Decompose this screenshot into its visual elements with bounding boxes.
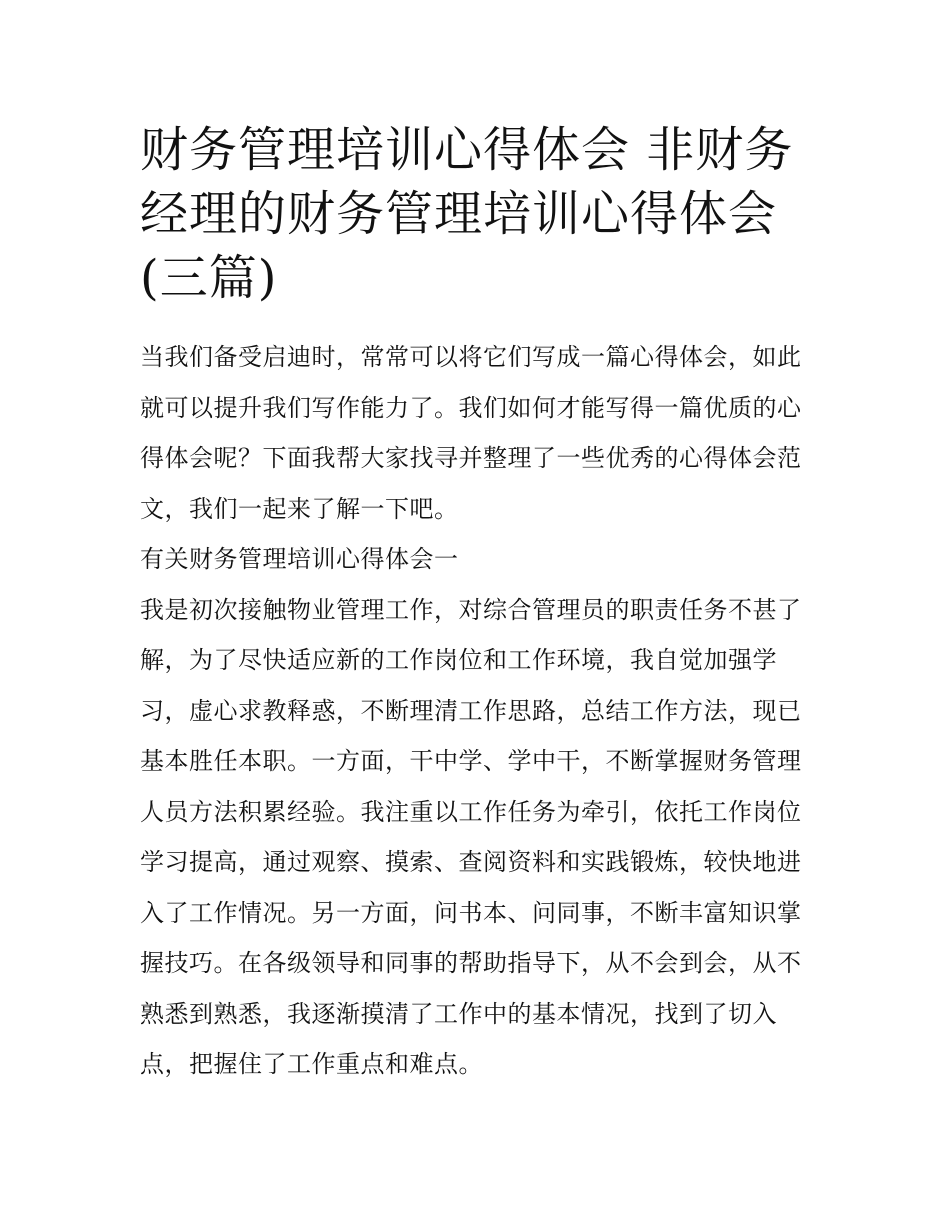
- paragraph-line: 基本胜任本职。一方面，干中学、学中干，不断掌握财务管理: [140, 747, 802, 775]
- intro-line: 就可以提升我们写作能力了。我们如何才能写得一篇优质的心: [140, 393, 802, 422]
- document-title: [140, 118, 812, 310]
- intro-line: 得体会呢？下面我帮大家找寻并整理了一些优秀的心得体会范: [140, 444, 802, 472]
- document-body: [140, 332, 812, 1090]
- intro-line: 文，我们一起来了解一下吧。: [140, 494, 459, 523]
- title-line: 经理的财务管理培训心得体会: [140, 186, 778, 242]
- paragraph-line: 我是初次接触物业管理工作，对综合管理员的职责任务不甚了: [140, 595, 802, 624]
- document-content: [140, 118, 812, 1090]
- paragraph-line: 学习提高，通过观察、摸索、查阅资料和实践锻炼，较快地进: [140, 848, 802, 876]
- title-line: (三篇): [140, 250, 278, 306]
- paragraph-line: 人员方法积累经验。我注重以工作任务为牵引，依托工作岗位: [140, 797, 802, 826]
- paragraph-line: 习，虚心求教释惑，不断理清工作思路，总结工作方法，现已: [140, 696, 802, 725]
- paragraph-line: 握技巧。在各级领导和同事的帮助指导下，从不会到会，从不: [140, 949, 802, 977]
- paragraph-line: 解，为了尽快适应新的工作岗位和工作环境，我自觉加强学: [140, 646, 777, 674]
- paragraph-line: 入了工作情况。另一方面，问书本、问同事，不断丰富知识掌: [140, 898, 802, 927]
- paragraph-line: 熟悉到熟悉，我逐渐摸清了工作中的基本情况，找到了切入: [140, 999, 777, 1028]
- title-line: 财务管理培训心得体会 非财务: [140, 122, 794, 178]
- intro-line: 当我们备受启迪时，常常可以将它们写成一篇心得体会，如此: [140, 343, 802, 371]
- section-heading: 有关财务管理培训心得体会一: [140, 545, 459, 573]
- paragraph-line: 点，把握住了工作重点和难点。: [140, 1050, 483, 1078]
